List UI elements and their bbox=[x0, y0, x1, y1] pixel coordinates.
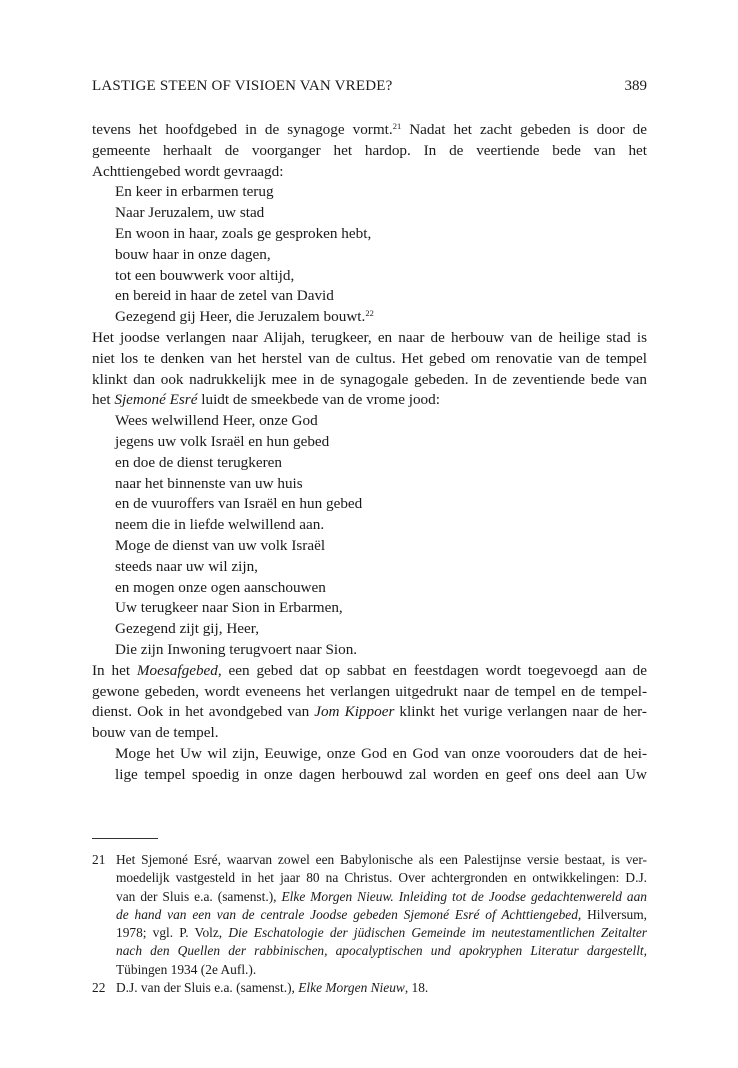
paragraph-line: bouw van de tempel. bbox=[92, 724, 219, 742]
verse-line: Naar Jeruzalem, uw stad bbox=[115, 204, 265, 222]
footnote-divider bbox=[92, 838, 158, 839]
title-jom-kippoer: Jom Kippoer bbox=[314, 703, 395, 721]
verse-line: En woon in haar, zoals ge gesproken hebt, bbox=[115, 224, 372, 242]
paragraph-line: dienst. Ook in het avondgebed van Jom Kippoer klinkt het vurige verlangen naar de her- bbox=[92, 703, 647, 721]
verse-line: naar het binnenste van uw huis bbox=[115, 474, 303, 492]
footnote-ref-21[interactable]: 21 bbox=[392, 121, 402, 131]
paragraph-line: Het joodse verlangen naar Alijah, terugkeer, en naar de herbouw van de heilige stad is bbox=[92, 328, 647, 346]
verse-line: steeds naar uw wil zijn, bbox=[115, 557, 258, 575]
verse-line: en mogen onze ogen aanschouwen bbox=[115, 578, 326, 596]
title-moesafgebed: Moesafgebed bbox=[136, 661, 218, 679]
footnote-21: 21 Het Sjemoné Esré, waarvan zowel een Babylonische als een Palestijnse versie bestaat, is ver- moedelijk vastgesteld in het jaar 80 na Christus. Over achtergronden en ontwikkelingen: D.J. van der Sluis e.a. (samenst.), Elke Morgen Nieuw. Inleiding tot de Joodse gedachtenwereld aan de hand van een van de centrale Joodse gebeden Sjemoné Esré of Achttiengebed, Hilversum, 1978; vgl. P. Volz, Die Eschatologie der jüdischen Gemeinde im neutestamentlichen Zeitalter nach den Quellen der rabbinischen, apocalyptischen und apokryphen Literatur dargestellt, Tübingen 1934 (2e Aufl.). bbox=[92, 852, 647, 977]
footnotes bbox=[92, 851, 647, 997]
verse-line: neem die in liefde welwillend aan. bbox=[115, 516, 325, 534]
title-sjemone-esre: Sjemoné Esré bbox=[114, 391, 198, 409]
running-title: LASTIGE STEEN OF VISIOEN VAN VREDE? bbox=[92, 78, 393, 94]
verse-line: Die zijn Inwoning terugvoert naar Sion. bbox=[115, 640, 358, 658]
paragraph-line: niet los te denken van het herstel van de cultus. Het gebed om renovatie van de tempel bbox=[92, 349, 647, 367]
quote-line: Moge het Uw wil zijn, Eeuwige, onze God en God van onze voorouders dat de hei- bbox=[115, 744, 647, 762]
page-number: 389 bbox=[624, 78, 647, 94]
paragraph-line: klinkt dan ook nadrukkelijk mee in de synagogale gebeden. In de zeventiende bede van bbox=[92, 370, 647, 388]
verse-line: Wees welwillend Heer, onze God bbox=[115, 412, 318, 430]
verse-line: Gezegend zijt gij, Heer, bbox=[115, 620, 260, 638]
paragraph-line: tevens het hoofdgebed in de synagoge vormt.$^{21}$ Nadat het zacht gebeden is door de bbox=[92, 121, 647, 138]
verse-line: en de vuuroffers van Israël en hun gebed bbox=[115, 495, 363, 513]
verse-line: Gezegend gij Heer, die Jeruzalem bouwt.$^{22}$ bbox=[115, 308, 374, 326]
verse-line: tot een bouwwerk voor altijd, bbox=[115, 266, 295, 284]
paragraph-line: In het Moesafgebed, een gebed dat op sabbat en feestdagen wordt toegevoegd aan de bbox=[92, 661, 647, 679]
body-text bbox=[92, 120, 647, 786]
verse-line: Uw terugkeer naar Sion in Erbarmen, bbox=[115, 599, 343, 617]
quote-line: lige tempel spoedig in onze dagen herbouwd zal worden en geef ons deel aan Uw bbox=[115, 765, 647, 783]
footnote-22: 22 D.J. van der Sluis e.a. (samenst.), Elke Morgen Nieuw, 18. bbox=[92, 979, 647, 997]
footnote-number: 21 bbox=[92, 852, 106, 867]
footnote-ref-22[interactable]: 22 bbox=[365, 308, 374, 319]
verse-line: en doe de dienst terugkeren bbox=[115, 453, 282, 471]
verse-line: en bereid in haar de zetel van David bbox=[115, 287, 334, 305]
running-header bbox=[92, 78, 647, 98]
paragraph-line: gemeente herhaalt de voorganger het hardop. In de veertiende bede van het bbox=[92, 141, 647, 159]
footnote-number: 22 bbox=[92, 980, 106, 996]
paragraph-line: gewone gebeden, wordt eveneens het verlangen uitgedrukt naar de tempel en de tempel- bbox=[92, 682, 647, 700]
paragraph-line: het Sjemoné Esré luidt de smeekbede van de vrome jood: bbox=[92, 391, 440, 409]
verse-line: jegens uw volk Israël en hun gebed bbox=[115, 432, 330, 450]
verse-line: Moge de dienst van uw volk Israël bbox=[115, 536, 326, 554]
verse-line: En keer in erbarmen terug bbox=[115, 183, 274, 201]
verse-line: bouw haar in onze dagen, bbox=[115, 245, 271, 263]
paragraph-line: Achttiengebed wordt gevraagd: bbox=[92, 162, 284, 180]
